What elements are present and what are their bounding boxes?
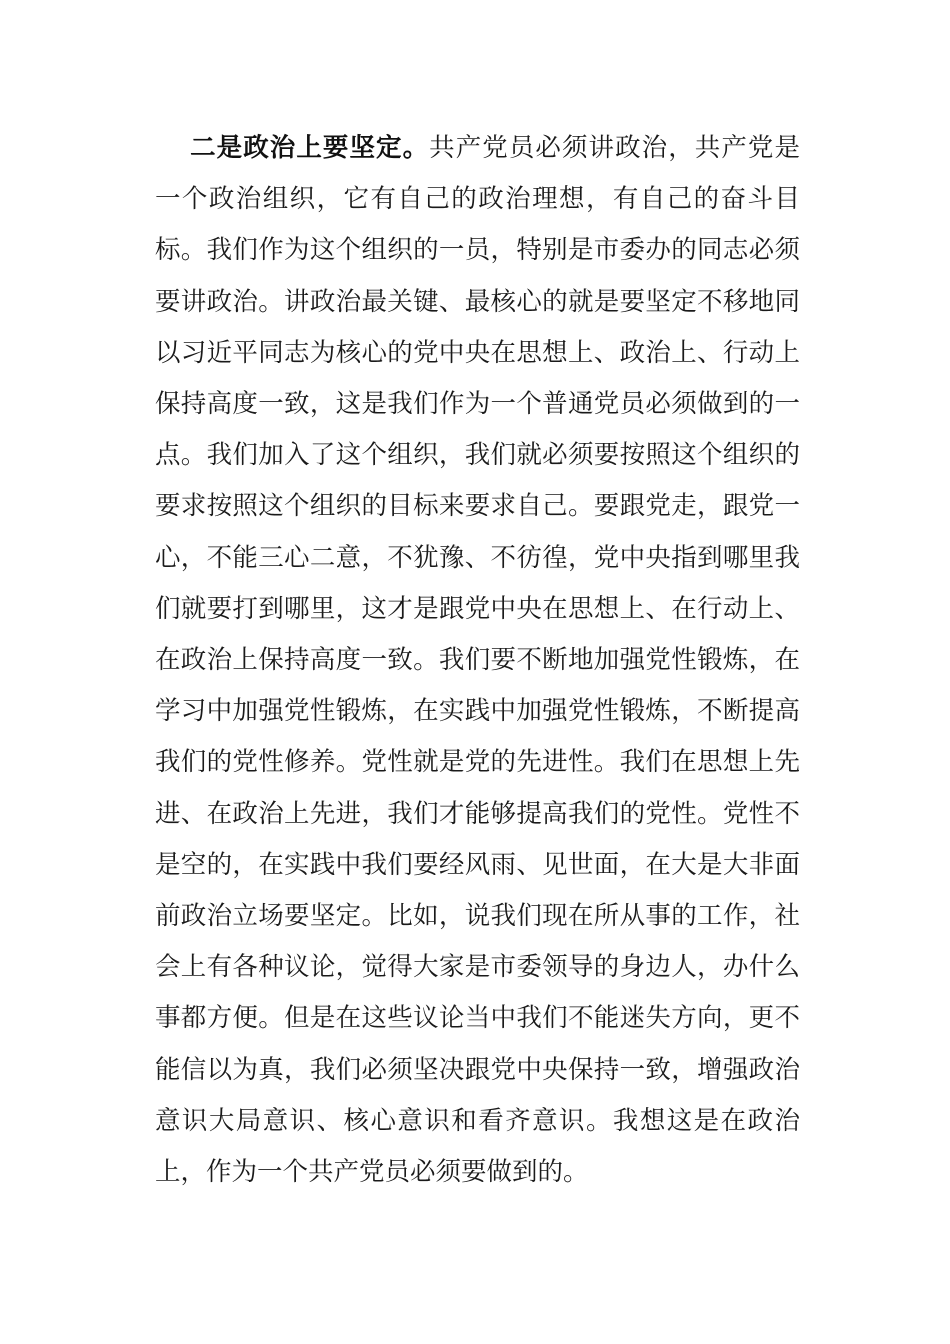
paragraph-body-text: 共产党员必须讲政治，共产党是一个政治组织，它有自己的政治理想，有自己的奋斗目标。我们作为这个组织的一员，特别是市委办的同志必须要讲政治。讲政治最关键、最核心的就是要坚定不移地同以习近平同志为核心的党中央在思想上、政治上、行动上保持高度一致，这是我们作为一个普通党员必须做到的一点。我们加入了这个组织，我们就必须要按照这个组织的要求按照这个组织的目标来要求自己。要跟党走，跟党一心，不能三心二意，不犹豫、不彷徨，党中央指到哪里我们就要打到哪里，这才是跟党中央在思想上、在行动上、在政治上保持高度一致。我们要不断地加强党性锻炼，在学习中加强党性锻炼，在实践中加强党性锻炼，不断提高我们的党性修养。党性就是党的先进性。我们在思想上先进、在政治上先进，我们才能够提高我们的党性。党性不是空的，在实践中我们要经风雨、见世面，在大是大非面前政治立场要坚定。比如，说我们现在所从事的工作，社会上有各种议论，觉得大家是市委领导的身边人，办什么事都方便。但是在这些议论当中我们不能迷失方向，更不能信以为真，我们必须坚决跟党中央保持一致，增强政治意识大局意识、核心意识和看齐意识。我想这是在政治上，作为一个共产党员必须要做到的。	[155, 133, 800, 1188]
body-paragraph	[155, 123, 800, 1198]
paragraph-lead-heading: 二是政治上要坚定。	[189, 133, 430, 163]
